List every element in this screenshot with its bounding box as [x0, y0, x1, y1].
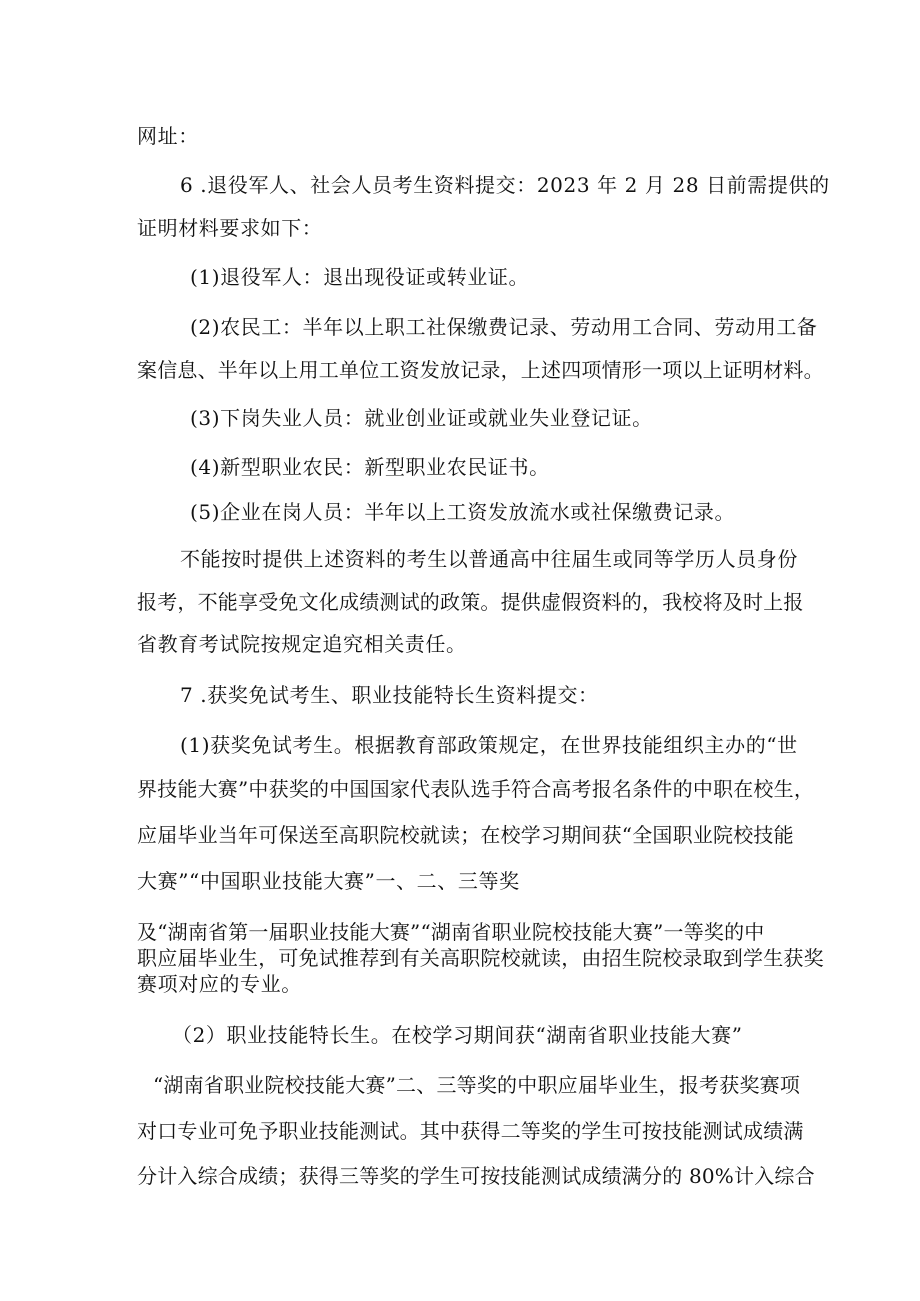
line-new-farmers: (4)新型职业农民：新型职业农民证书。	[190, 455, 550, 479]
line-website-label: 网址：	[137, 124, 199, 148]
line-notice-2: 报考，不能享受免文化成绩测试的政策。提供虚假资料的，我校将及时上报	[137, 590, 804, 614]
line-item7-heading: 7 .获奖免试考生、职业技能特长生资料提交：	[180, 683, 599, 707]
line-laid-off: (3)下岗失业人员：就业创业证或就业失业登记证。	[190, 406, 653, 430]
line-skill-specialist-2: “湖南省职业院校技能大赛”二、三等奖的中职应届毕业生，报考获奖赛项	[153, 1073, 801, 1097]
line-migrant-workers-cont: 案信息、半年以上用工单位工资发放记录，上述四项情形一项以上证明材料。	[137, 358, 824, 382]
line-skill-specialist-3: 对口专业可免予职业技能测试。其中获得二等奖的学生可按技能测试成绩满	[137, 1119, 804, 1143]
line-employees: (5)企业在岗人员：半年以上工资发放流水或社保缴费记录。	[190, 500, 736, 524]
line-item6-heading-cont: 证明材料要求如下：	[137, 216, 323, 240]
line-award-exempt-3: 应届毕业当年可保送至高职院校就读；在校学习期间获“全国职业院校技能	[137, 823, 794, 847]
line-skill-specialist-4: 分计入综合成绩；获得三等奖的学生可按技能测试成绩满分的 80%计入综合	[137, 1164, 815, 1188]
line-award-exempt-7: 赛项对应的专业。	[137, 972, 302, 996]
line-veterans: (1)退役军人：退出现役证或转业证。	[190, 265, 530, 289]
line-award-exempt-1: (1)获奖免试考生。根据教育部政策规定，在世界技能组织主办的“世	[180, 733, 798, 757]
line-migrant-workers: (2)农民工：半年以上职工社保缴费记录、劳动用工合同、劳动用工备	[190, 315, 818, 339]
line-award-exempt-4: 大赛”“中国职业技能大赛”一、二、三等奖	[137, 869, 520, 893]
line-notice-1: 不能按时提供上述资料的考生以普通高中往届生或同等学历人员身份	[180, 547, 798, 571]
line-award-exempt-6: 职应届毕业生，可免试推荐到有关高职院校就读，由招生院校录取到学生获奖	[137, 946, 824, 970]
line-skill-specialist-1: （2）职业技能特长生。在校学习期间获“湖南省职业技能大赛”	[172, 1023, 743, 1047]
line-item6-heading: 6 .退役军人、社会人员考生资料提交：2023 年 2 月 28 日前需提供的	[180, 173, 830, 197]
line-award-exempt-5: 及“湖南省第一届职业技能大赛”“湖南省职业院校技能大赛”一等奖的中	[137, 920, 765, 944]
line-notice-3: 省教育考试院按规定追究相关责任。	[137, 632, 467, 656]
line-award-exempt-2: 界技能大赛”中获奖的中国国家代表队选手符合高考报名条件的中职在校生，	[137, 777, 815, 801]
